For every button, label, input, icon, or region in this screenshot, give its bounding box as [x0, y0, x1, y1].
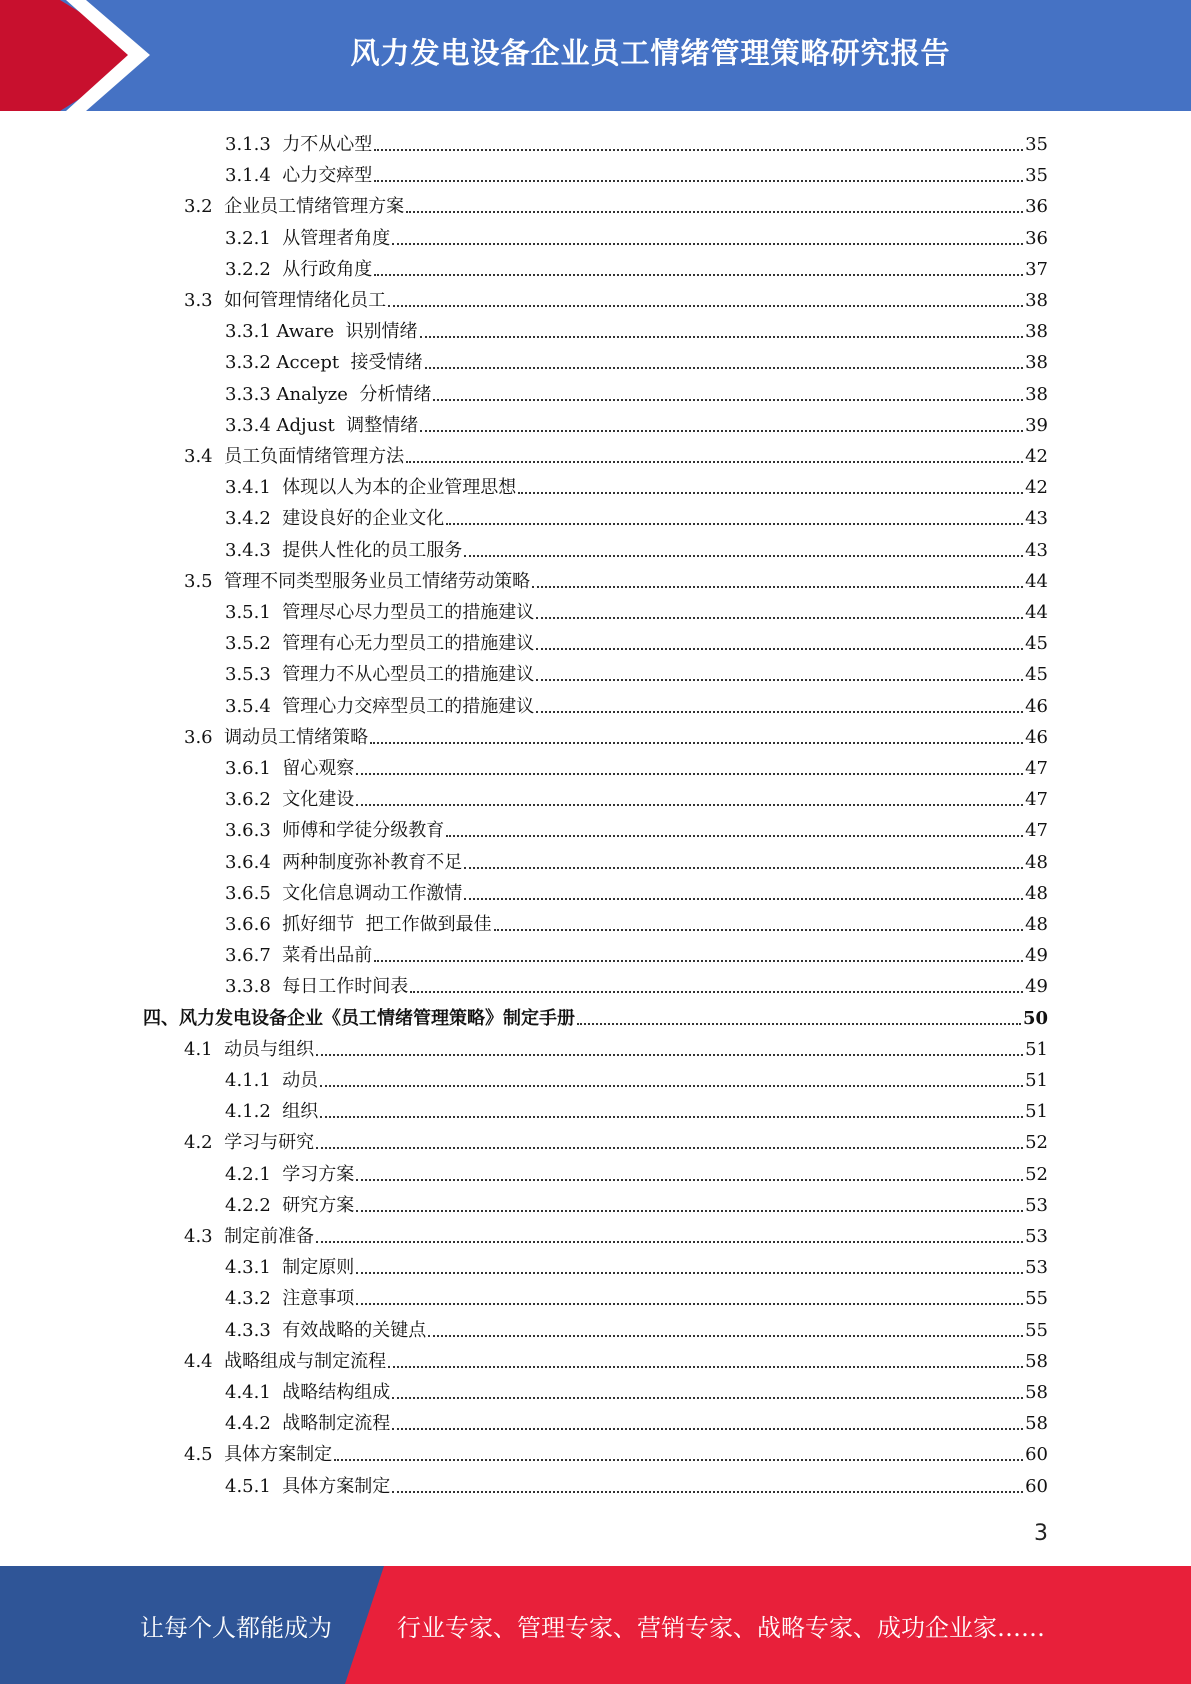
toc-entry[interactable]	[225, 1062, 1048, 1093]
toc-entry-title: 3.4 员工负面情绪管理方法	[184, 446, 405, 467]
toc-dot-leader	[374, 180, 1023, 182]
toc-entry[interactable]	[143, 1000, 1048, 1031]
toc-entry[interactable]	[184, 1436, 1048, 1467]
toc-entry[interactable]	[225, 750, 1048, 781]
page-footer	[0, 1566, 1191, 1684]
toc-entry-page: 45	[1025, 633, 1048, 655]
toc-entry-title: 3.3.8 每日工作时间表	[225, 976, 409, 998]
toc-entry-page: 47	[1025, 758, 1048, 779]
toc-entry-page: 38	[1025, 290, 1048, 311]
toc-entry-title: 四、风力发电设备企业《员工情绪管理策略》制定手册	[143, 1007, 575, 1029]
toc-entry-page: 58	[1025, 1413, 1048, 1435]
toc-dot-leader	[374, 960, 1023, 962]
toc-dot-leader	[356, 1179, 1023, 1181]
toc-entry-title: 4.4.1 战略结构组成	[225, 1382, 391, 1403]
toc-entry[interactable]	[225, 1093, 1048, 1124]
toc-entry[interactable]	[225, 1405, 1048, 1436]
toc-entry[interactable]	[184, 719, 1048, 750]
toc-dot-leader	[356, 773, 1023, 775]
toc-entry-title: 4.1.1 动员	[225, 1070, 319, 1091]
toc-entry-title: 3.5.1 管理尽心尽力型员工的措施建议	[225, 602, 535, 623]
toc-dot-leader	[406, 211, 1023, 213]
toc-entry-page: 38	[1025, 383, 1048, 405]
toc-entry-title: 4.5 具体方案制定	[184, 1444, 333, 1466]
toc-entry-page: 48	[1025, 882, 1048, 904]
toc-entry[interactable]	[225, 220, 1048, 251]
toc-entry-page: 46	[1025, 695, 1048, 717]
report-title: 风力发电设备企业员工情绪管理策略研究报告	[350, 35, 951, 70]
page-header	[0, 0, 1191, 111]
toc-dot-leader	[446, 523, 1023, 525]
toc-entry-title: 3.6.1 留心观察	[225, 758, 355, 779]
toc-entry[interactable]	[225, 407, 1048, 438]
toc-entry[interactable]	[184, 282, 1048, 313]
toc-entry-page: 53	[1025, 1257, 1048, 1279]
toc-dot-leader	[433, 399, 1023, 401]
toc-dot-leader	[464, 867, 1023, 869]
toc-entry[interactable]	[225, 812, 1048, 843]
toc-entry[interactable]	[184, 1343, 1048, 1374]
toc-dot-leader	[370, 742, 1023, 744]
toc-entry-page: 48	[1025, 851, 1048, 873]
toc-entry-title: 3.4.3 提供人性化的员工服务	[225, 539, 463, 561]
toc-entry[interactable]	[225, 344, 1048, 375]
toc-entry-page: 51	[1025, 1101, 1048, 1123]
toc-entry-page: 48	[1025, 914, 1048, 935]
toc-dot-leader	[410, 991, 1023, 993]
toc-entry-page: 44	[1025, 570, 1048, 592]
toc-entry-title: 3.5 管理不同类型服务业员工情绪劳动策略	[184, 570, 531, 592]
toc-dot-leader	[577, 1023, 1021, 1025]
toc-dot-leader	[388, 1366, 1023, 1368]
toc-entry-page: 43	[1025, 508, 1048, 530]
toc-dot-leader	[356, 1272, 1023, 1274]
toc-entry-page: 51	[1025, 1038, 1048, 1060]
toc-entry[interactable]	[225, 1156, 1048, 1187]
toc-entry-title: 3.2.2 从行政角度	[225, 258, 373, 280]
toc-entry-title: 3.6.3 师傅和学徒分级教育	[225, 820, 445, 842]
toc-entry-page: 47	[1025, 820, 1048, 842]
toc-dot-leader	[374, 149, 1023, 151]
toc-entry[interactable]	[225, 1374, 1048, 1405]
toc-entry[interactable]	[225, 844, 1048, 875]
toc-entry-page: 35	[1025, 134, 1048, 155]
toc-dot-leader	[316, 1054, 1023, 1056]
toc-entry[interactable]	[225, 126, 1048, 157]
toc-entry-title: 3.4.2 建设良好的企业文化	[225, 508, 445, 530]
toc-entry[interactable]	[225, 313, 1048, 344]
toc-dot-leader	[425, 367, 1024, 369]
toc-entry[interactable]	[225, 376, 1048, 407]
toc-entry-page: 38	[1025, 352, 1048, 374]
toc-dot-leader	[406, 461, 1023, 463]
toc-entry-page: 60	[1025, 1475, 1048, 1497]
toc-entry-page: 45	[1025, 664, 1048, 686]
toc-entry-page: 49	[1025, 945, 1048, 967]
toc-dot-leader	[392, 243, 1023, 245]
toc-dot-leader	[532, 586, 1023, 588]
toc-entry-page: 42	[1025, 477, 1048, 499]
toc-entry-title: 4.1.2 组织	[225, 1101, 319, 1123]
toc-entry-title: 4.3.3 有效战略的关键点	[225, 1319, 427, 1341]
footer-slogan-left: 让每个人都能成为	[140, 1613, 332, 1642]
toc-entry-title: 3.6.7 菜肴出品前	[225, 945, 373, 967]
toc-entry-title: 3.2.1 从管理者角度	[225, 227, 391, 249]
toc-entry[interactable]	[225, 532, 1048, 563]
toc-entry-page: 49	[1025, 976, 1048, 998]
toc-entry-page: 42	[1025, 446, 1048, 467]
toc-entry[interactable]	[225, 594, 1048, 625]
toc-dot-leader	[446, 835, 1023, 837]
toc-entry-page: 60	[1025, 1444, 1048, 1466]
toc-dot-leader	[334, 1459, 1023, 1461]
toc-entry[interactable]	[225, 688, 1048, 719]
toc-entry-title: 3.1.3 力不从心型	[225, 134, 373, 155]
toc-dot-leader	[464, 555, 1023, 557]
toc-entry[interactable]	[225, 781, 1048, 812]
toc-dot-leader	[316, 1147, 1023, 1149]
toc-entry-title: 4.2 学习与研究	[184, 1132, 315, 1154]
toc-entry-title: 4.3.1 制定原则	[225, 1257, 355, 1279]
toc-dot-leader	[356, 1210, 1023, 1212]
toc-entry-title: 4.3 制定前准备	[184, 1226, 315, 1247]
toc-entry-title: 3.3.1 Aware 识别情绪	[225, 321, 418, 343]
toc-entry-title: 4.3.2 注意事项	[225, 1288, 355, 1310]
toc-dot-leader	[388, 305, 1023, 307]
toc-dot-leader	[420, 336, 1024, 338]
toc-entry[interactable]	[184, 1124, 1048, 1155]
toc-entry-title: 4.4.2 战略制定流程	[225, 1413, 391, 1435]
toc-entry-title: 4.2.1 学习方案	[225, 1163, 355, 1185]
toc-dot-leader	[536, 711, 1023, 713]
toc-entry-title: 3.2 企业员工情绪管理方案	[184, 196, 405, 218]
toc-entry[interactable]	[184, 563, 1048, 594]
toc-entry[interactable]	[225, 906, 1048, 937]
footer-slogan-right: 行业专家、管理专家、营销专家、战略专家、成功企业家……	[397, 1613, 1045, 1642]
toc-entry[interactable]	[225, 1187, 1048, 1218]
toc-dot-leader	[374, 274, 1023, 276]
toc-dot-leader	[392, 1428, 1023, 1430]
toc-entry-page: 36	[1025, 196, 1048, 218]
toc-entry-page: 35	[1025, 165, 1048, 187]
toc-entry-title: 3.5.3 管理力不从心型员工的措施建议	[225, 664, 535, 686]
toc-entry[interactable]	[225, 625, 1048, 656]
toc-entry[interactable]	[225, 937, 1048, 968]
toc-entry[interactable]	[184, 188, 1048, 219]
toc-entry-title: 3.3 如何管理情绪化员工	[184, 290, 387, 311]
toc-entry[interactable]	[184, 438, 1048, 469]
toc-entry-page: 52	[1025, 1163, 1048, 1185]
toc-dot-leader	[392, 1397, 1023, 1399]
toc-dot-leader	[356, 804, 1023, 806]
toc-entry[interactable]	[225, 1312, 1048, 1343]
toc-entry[interactable]	[225, 1249, 1048, 1280]
toc-entry-page: 50	[1022, 1007, 1048, 1029]
toc-entry-title: 3.4.1 体现以人为本的企业管理思想	[225, 477, 517, 499]
toc-entry-page: 44	[1025, 602, 1048, 623]
toc-entry-page: 43	[1025, 539, 1048, 561]
toc-entry-title: 3.3.3 Analyze 分析情绪	[225, 383, 432, 405]
toc-entry-page: 58	[1025, 1350, 1048, 1372]
toc-entry-page: 55	[1025, 1319, 1048, 1341]
toc-dot-leader	[536, 617, 1023, 619]
toc-dot-leader	[320, 1085, 1023, 1087]
toc-entry-title: 3.6.5 文化信息调动工作激情	[225, 882, 463, 904]
toc-dot-leader	[392, 1491, 1023, 1493]
toc-entry-page: 38	[1025, 321, 1048, 343]
toc-entry-page: 37	[1025, 258, 1048, 280]
toc-entry-page: 53	[1025, 1194, 1048, 1216]
toc-entry-title: 3.6.4 两种制度弥补教育不足	[225, 851, 463, 873]
toc-entry-page: 53	[1025, 1226, 1048, 1247]
toc-entry-title: 4.5.1 具体方案制定	[225, 1475, 391, 1497]
header-arrow-icon	[0, 0, 150, 111]
toc-entry-title: 3.1.4 心力交瘁型	[225, 165, 373, 187]
toc-entry-page: 51	[1025, 1070, 1048, 1091]
toc-entry-page: 47	[1025, 789, 1048, 811]
toc-entry[interactable]	[225, 500, 1048, 531]
toc-entry[interactable]	[184, 1031, 1048, 1062]
toc-dot-leader	[428, 1335, 1023, 1337]
toc-entry-title: 3.3.2 Accept 接受情绪	[225, 352, 423, 374]
toc-entry-title: 4.2.2 研究方案	[225, 1194, 355, 1216]
page-number: 3	[1034, 1521, 1048, 1546]
toc-entry[interactable]	[225, 875, 1048, 906]
toc-entry-page: 36	[1025, 227, 1048, 249]
toc-entry-page: 52	[1025, 1132, 1048, 1154]
toc-entry[interactable]	[225, 157, 1048, 188]
toc-entry[interactable]	[225, 469, 1048, 500]
toc-entry-page: 55	[1025, 1288, 1048, 1310]
toc-entry-title: 3.6 调动员工情绪策略	[184, 726, 369, 748]
toc-dot-leader	[518, 492, 1023, 494]
toc-entry-page: 39	[1025, 414, 1048, 436]
toc-dot-leader	[494, 929, 1023, 931]
toc-entry[interactable]	[225, 1280, 1048, 1311]
toc-entry-title: 3.6.6 抓好细节 把工作做到最佳	[225, 914, 492, 935]
toc-dot-leader	[536, 679, 1023, 681]
toc-entry-title: 3.3.4 Adjust 调整情绪	[225, 414, 419, 436]
toc-entry[interactable]	[225, 251, 1048, 282]
toc-dot-leader	[316, 1241, 1023, 1243]
toc-entry[interactable]	[225, 1468, 1048, 1499]
toc-entry-title: 4.4 战略组成与制定流程	[184, 1350, 387, 1372]
toc-dot-leader	[356, 1303, 1023, 1305]
toc-entry[interactable]	[184, 1218, 1048, 1249]
toc-dot-leader	[320, 1116, 1023, 1118]
toc-entry[interactable]	[225, 656, 1048, 687]
toc-entry-title: 3.5.2 管理有心无力型员工的措施建议	[225, 633, 535, 655]
toc-entry-title: 3.6.2 文化建设	[225, 789, 355, 811]
toc-entry-page: 58	[1025, 1382, 1048, 1403]
toc-dot-leader	[536, 648, 1023, 650]
toc-entry-page: 46	[1025, 726, 1048, 748]
toc-entry-title: 3.5.4 管理心力交瘁型员工的措施建议	[225, 695, 535, 717]
toc-entry-title: 4.1 动员与组织	[184, 1038, 315, 1060]
toc-entry[interactable]	[225, 968, 1048, 999]
toc-dot-leader	[420, 430, 1023, 432]
toc-dot-leader	[464, 898, 1023, 900]
